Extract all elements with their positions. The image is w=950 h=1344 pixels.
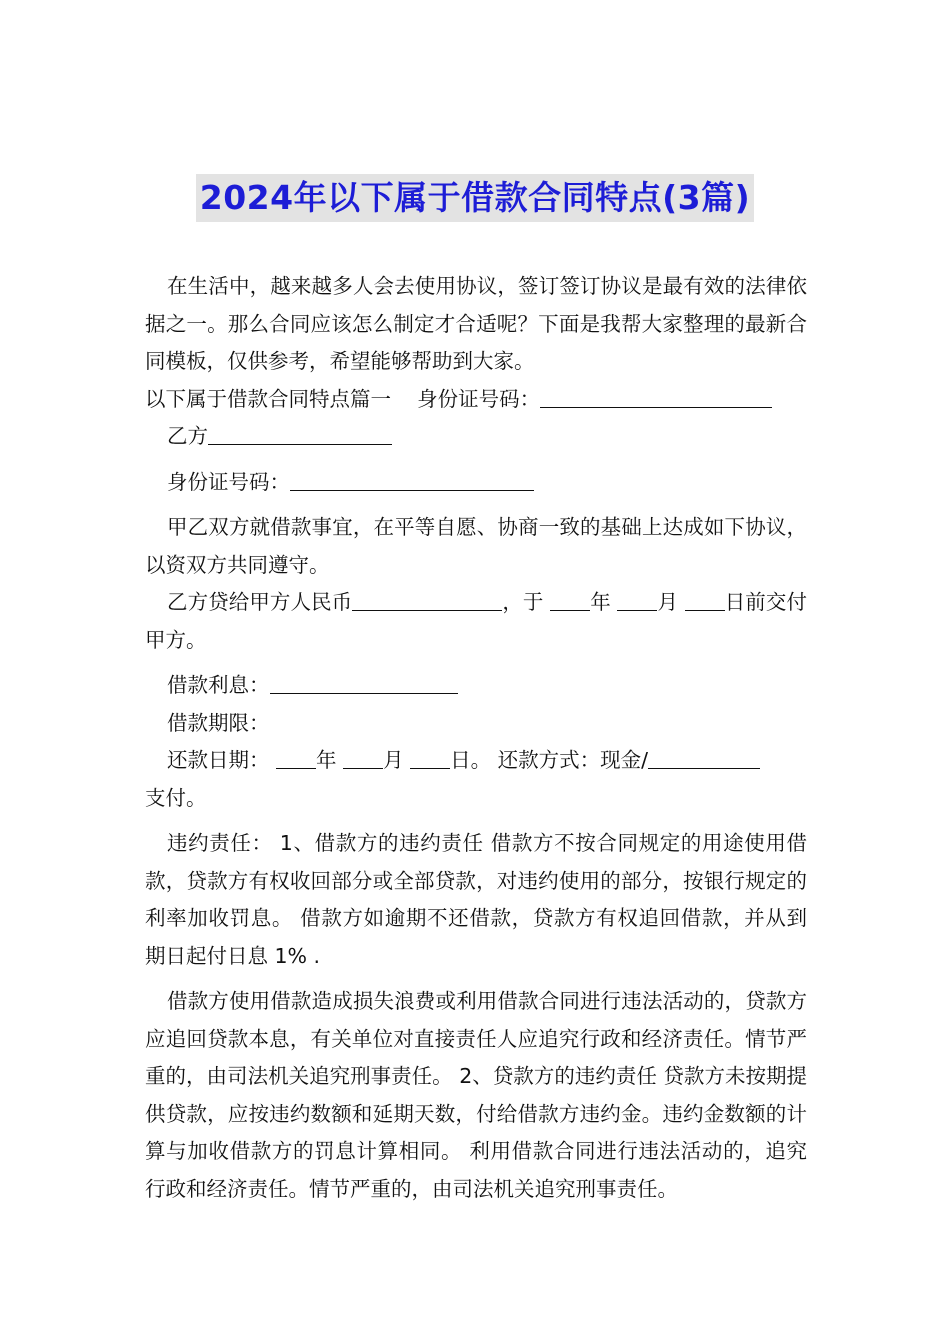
repay-month-char: 月 bbox=[383, 748, 411, 772]
title-container bbox=[0, 174, 950, 222]
term-line bbox=[145, 705, 807, 743]
interest-line bbox=[145, 667, 807, 705]
month-char: 月 bbox=[657, 590, 685, 614]
repay-paragraph bbox=[145, 742, 807, 817]
year-char: 年 bbox=[590, 590, 618, 614]
section1-line bbox=[145, 381, 807, 419]
repay-day: 日。 bbox=[450, 748, 492, 772]
misuse-paragraph: 借款方使用借款造成损失浪费或利用借款合同进行违法活动的，贷款方应追回贷款本息，有关单位对直接责任人应追究行政和经济责任。情节严重的，由司法机关追究刑事责任。 2、贷款方的违约责任 贷款方未按期提供贷款，应按违约数额和延期天数，付给借款方违约金。违约金数额的计算与加收借款方的罚息计算相同。 利用借款合同进行违法活动的，追究行政和经济责任。情节严重的，由司法机关追究刑事责任。 bbox=[145, 989, 807, 1201]
year-blank bbox=[550, 590, 590, 612]
rmb-amount-blank bbox=[352, 590, 502, 612]
repay-method: 还款方式：现金/ bbox=[497, 748, 649, 772]
id-label-2: 身份证号码： bbox=[167, 469, 290, 494]
interest-label: 借款利息： bbox=[167, 673, 270, 697]
term-label: 借款期限： bbox=[167, 710, 270, 735]
intro-paragraph: 在生活中，越来越多人会去使用协议，签订签订协议是最有效的法律依据之一。那么合同应该怎么制定才合适呢？下面是我帮大家整理的最新合同模板，仅供参考，希望能够帮助到大家。 bbox=[145, 274, 807, 373]
interest-blank bbox=[270, 673, 458, 695]
repay-year-char: 年 bbox=[316, 748, 344, 772]
id-label-1: 身份证号码： bbox=[417, 386, 541, 411]
day-before: 日前交付甲方。 bbox=[145, 590, 807, 652]
day-blank bbox=[685, 590, 725, 612]
pay-suffix: 支付。 bbox=[145, 785, 207, 810]
id-number-blank-1 bbox=[540, 386, 772, 408]
breach-paragraph: 违约责任： 1、借款方的违约责任 借款方不按合同规定的用途使用借款，贷款方有权收回部分或全部贷款，对违约使用的部分，按银行规定的利率加收罚息。 借款方如逾期不还借款，贷款方有权追回借款，并从到期日起付日息 1% . bbox=[145, 831, 807, 968]
party-b-label: 乙方 bbox=[167, 424, 208, 448]
loan-prefix: 乙方贷给甲方人民币 bbox=[167, 590, 353, 614]
repay-month-blank bbox=[343, 748, 383, 770]
party-b-blank bbox=[208, 424, 392, 446]
party-b-line bbox=[145, 418, 807, 456]
pay-method-blank bbox=[648, 748, 760, 770]
month-blank bbox=[617, 590, 657, 612]
loan-amount-paragraph bbox=[145, 584, 807, 659]
repay-day-blank bbox=[410, 748, 450, 770]
document-title: 2024年以下属于借款合同特点(3篇) bbox=[196, 174, 754, 222]
repay-label: 还款日期： bbox=[167, 748, 270, 772]
id-number-blank-2 bbox=[290, 469, 534, 491]
id-line-2 bbox=[145, 464, 807, 502]
section1-heading: 以下属于借款合同特点篇一 bbox=[145, 386, 391, 411]
loan-mid: ，于 bbox=[502, 590, 551, 614]
repay-year-blank bbox=[276, 748, 316, 770]
document-body bbox=[145, 268, 807, 1208]
agreement-paragraph: 甲乙双方就借款事宜，在平等自愿、协商一致的基础上达成如下协议，以资双方共同遵守。 bbox=[145, 515, 807, 577]
